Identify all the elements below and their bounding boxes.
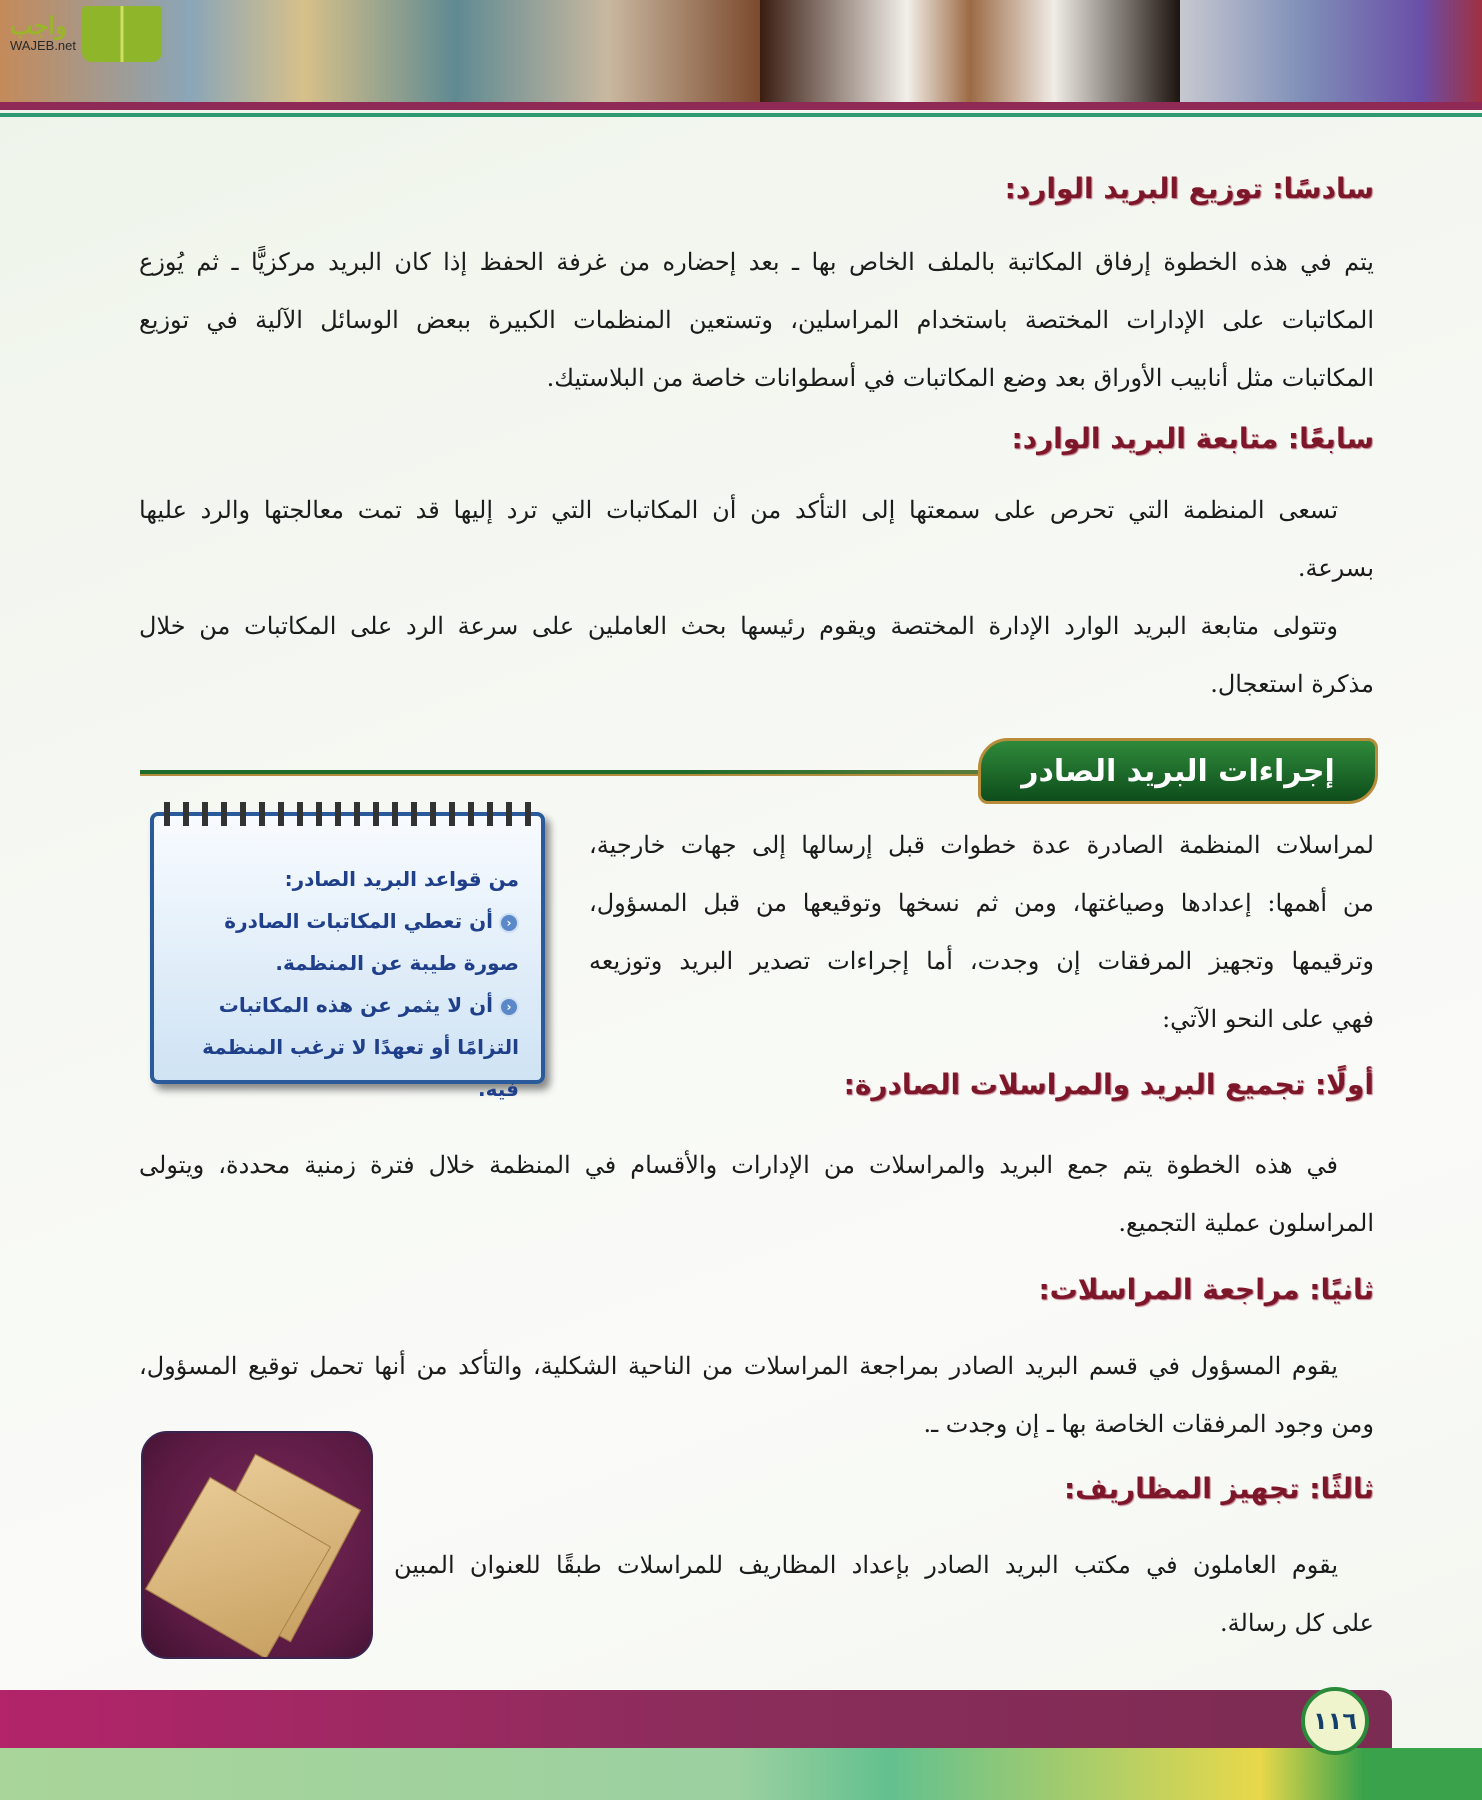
- text-line: يقوم المسؤول في قسم البريد الصادر بمراجعة المراسلات من الناحية الشكلية، والتأكد من أنها تحمل توقيع المسؤول،: [139, 1352, 1338, 1380]
- text-line: المراسلون عملية التجميع.: [1118, 1209, 1374, 1237]
- paragraph-third: [394, 1536, 1374, 1652]
- note-item-text: أن تعطي المكاتبات الصادرة صورة طيبة عن المنظمة.: [224, 909, 519, 975]
- heading-second: ثانيًا: مراجعة المراسلات:: [1038, 1273, 1374, 1306]
- text-line: مذكرة استعجال.: [1210, 670, 1374, 698]
- header-band: [0, 102, 1482, 110]
- text-line: لمراسلات المنظمة الصادرة عدة خطوات قبل إرسالها إلى جهات خارجية،: [589, 831, 1374, 859]
- text-line: من أهمها: إعدادها وصياغتها، ومن ثم نسخها وتوقيعها من قبل المسؤول،: [589, 889, 1374, 917]
- book-icon: [82, 6, 162, 62]
- text-line: بسرعة.: [1297, 554, 1374, 582]
- text-line: المكاتبات على الإدارات المختصة باستخدام المراسلين، وتستعين المنظمات الكبيرة ببعض الوسائل الآلية في توزيع: [139, 306, 1374, 334]
- text-line: ومن وجود المرفقات الخاصة بها ـ إن وجدت ـ.: [923, 1410, 1374, 1438]
- envelopes-photo: [141, 1431, 373, 1659]
- paragraph-first: [139, 1136, 1374, 1252]
- text-line: على كل رسالة.: [1220, 1609, 1374, 1637]
- heading-third: ثالثًا: تجهيز المظاريف:: [1063, 1472, 1374, 1505]
- note-item: [169, 900, 519, 984]
- paragraph-seventh-2: [139, 597, 1374, 713]
- spiral-binding: [164, 802, 539, 826]
- heading-first: أولًا: تجميع البريد والمراسلات الصادرة:: [843, 1068, 1374, 1101]
- wajeb-logo: [10, 6, 162, 62]
- header-line: [0, 113, 1482, 117]
- header-photo-strip: [0, 0, 1482, 104]
- text-line: يتم في هذه الخطوة إرفاق المكاتبة بالملف الخاص بها ـ بعد إحضاره من غرفة الحفظ إذا كان البريد مركزيًّا ـ ثم يُوزع: [139, 248, 1374, 276]
- text-line: وترقيمها وتجهيز المرفقات إن وجدت، أما إجراءات تصدير البريد وتوزيعه: [589, 947, 1374, 975]
- arrow-bullet-icon: ‹: [499, 997, 519, 1017]
- heading-sixth: سادسًا: توزيع البريد الوارد:: [1004, 172, 1374, 205]
- text-line: تسعى المنظمة التي تحرص على سمعتها إلى التأكد من أن المكاتبات التي ترد إليها قد تمت معالجتها والرد عليها: [139, 496, 1338, 524]
- page-number: ١١٦: [1301, 1687, 1369, 1755]
- logo-latin: WAJEB: [10, 37, 55, 53]
- logo-arabic: واجب: [10, 12, 67, 40]
- section-divider: [140, 770, 980, 776]
- paragraph-outgoing: [589, 816, 1374, 1048]
- logo-suffix: .net: [54, 37, 76, 53]
- paragraph-seventh-1: [139, 481, 1374, 597]
- arrow-bullet-icon: ‹: [499, 913, 519, 933]
- text-line: في هذه الخطوة يتم جمع البريد والمراسلات من الإدارات والأقسام في المنظمة خلال فترة زمنية محددة، ويتولى: [139, 1151, 1338, 1179]
- note-item: [169, 984, 519, 1110]
- note-title: من قواعد البريد الصادر:: [284, 867, 519, 891]
- text-line: المكاتبات مثل أنابيب الأوراق بعد وضع المكاتبات في أسطوانات خاصة من البلاستيك.: [546, 364, 1374, 392]
- paragraph-sixth: [139, 233, 1374, 407]
- footer-decoration: [0, 1748, 1482, 1800]
- heading-seventh: سابعًا: متابعة البريد الوارد:: [1011, 422, 1374, 455]
- text-line: يقوم العاملون في مكتب البريد الصادر بإعداد المظاريف للمراسلات طبقًا للعنوان المبين: [394, 1551, 1339, 1579]
- text-line: وتتولى متابعة البريد الوارد الإدارة المختصة ويقوم رئيسها بحث العاملين على سرعة الرد على المكاتبات من خلال: [139, 612, 1338, 640]
- notebook-callout: [150, 812, 545, 1101]
- section-banner: إجراءات البريد الصادر: [978, 738, 1378, 804]
- footer-band: [0, 1690, 1392, 1748]
- text-line: فهي على النحو الآتي:: [1162, 1005, 1374, 1033]
- note-item-text: أن لا يثمر عن هذه المكاتبات التزامًا أو تعهدًا لا ترغب المنظمة فيه.: [202, 993, 519, 1101]
